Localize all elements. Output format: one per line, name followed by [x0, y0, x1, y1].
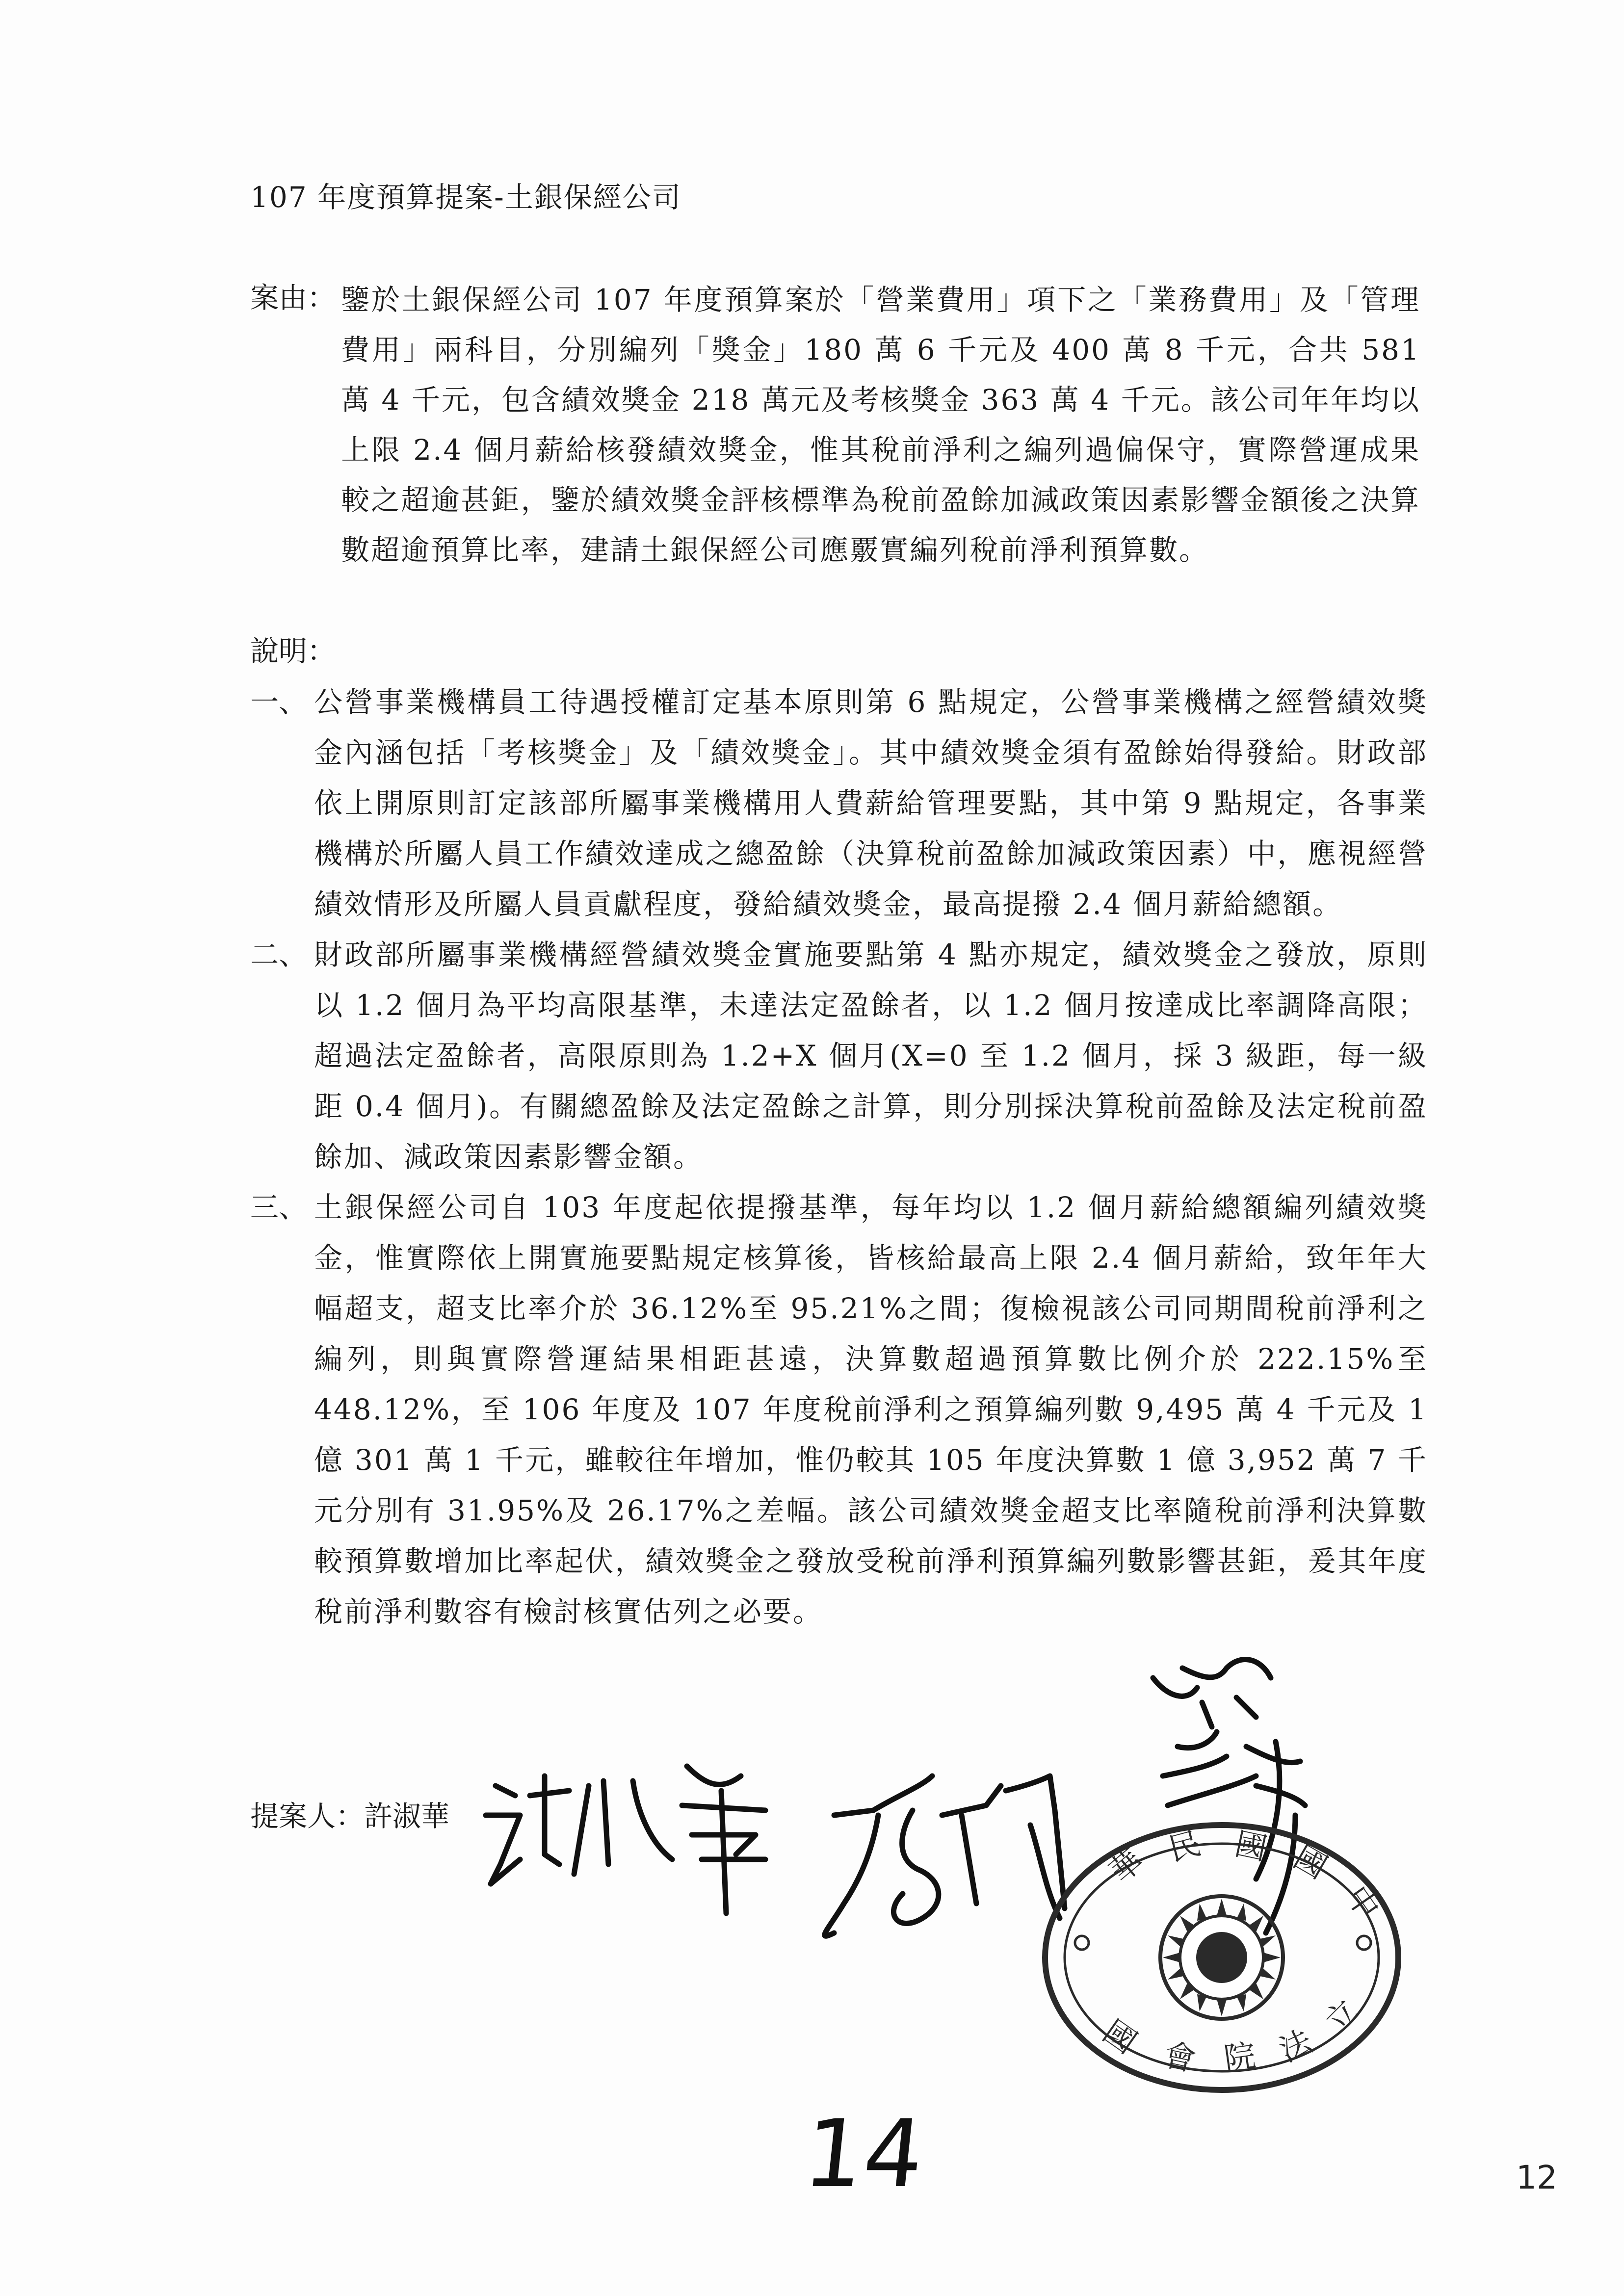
svg-text:國: 國: [1231, 1826, 1270, 1868]
item-text: 公營事業機構員工待遇授權訂定基本原則第 6 點規定，公營事業機構之經營績效獎金內涵包括「考核獎金」及「績效獎金」。其中績效獎金須有盈餘始得發給。財政部依上開原則訂定該部所屬事業機構用人費薪給管理要點，其中第 9 點規定，各事業機構於所屬人員工作績效達成之總盈餘（決算稅前盈餘加減政策因素）中，應視經營績效情形及所屬人員貢獻程度，發給績效獎金，最高提撥 2.4 個月薪給總額。: [314, 685, 1428, 921]
description-list: [250, 677, 1438, 1637]
svg-text:華: 華: [1103, 1842, 1151, 1890]
svg-text:會: 會: [1160, 2036, 1199, 2079]
item-text: 財政部所屬事業機構經營績效獎金實施要點第 4 點亦規定，績效獎金之發放，原則以 1.2 個月為平均高限基準，未達法定盈餘者，以 1.2 個月按達成比率調降高限；超過法定盈餘者，高限原則為 1.2+X 個月(X=0 至 1.2 個月，採 3 級距，每一級距 0.4 個月)。有關總盈餘及法定盈餘之計算，則分別採決算稅前盈餘及法定稅前盈餘加、減政策因素影響金額。: [314, 938, 1428, 1174]
item-text: 土銀保經公司自 103 年度起依提撥基準，每年均以 1.2 個月薪給總額編列績效獎金，惟實際依上開實施要點規定核算後，皆核給最高上限 2.4 個月薪給，致年年大幅超支，超支比率介於 36.12%至 95.21%之間；復檢視該公司同期間稅前淨利之編列，則與實際營運結果相距甚遠，決算數超過預算數比例介於 222.15%至 448.12%，至 106 年度及 107 年度稅前淨利之預算編列數 9,495 萬 4 千元及 1 億 301 萬 1 千元，雖較往年增加，惟仍較其 105 年度決算數 1 億 3,952 萬 7 千元分別有 31.95%及 26.17%之差幅。該公司績效獎金超支比率隨稅前淨利決算數較預算數增加比率起伏，績效獎金之發放受稅前淨利預算編列數影響甚鉅，爰其年度稅前淨利數容有檢討核實估列之必要。: [314, 1191, 1428, 1628]
description-item: [250, 1182, 1438, 1637]
proposer-line: 提案人：許淑華: [250, 1800, 450, 1833]
handwritten-number: 14: [799, 2100, 929, 2208]
case-text: 鑒於土銀保經公司 107 年度預算案於「營業費用」項下之「業務費用」及「管理費用」兩科目，分別編列「獎金」180 萬 6 千元及 400 萬 8 千元，合共 581 萬 4 千元，包含績效獎金 218 萬元及考核獎金 363 萬 4 千元。該公司年年均以上限 2.4 個月薪給核發績效獎金，惟其稅前淨利之編列過偏保守，實際營運成果較之超逾甚鉅，鑒於績效獎金評核標準為稅前盈餘加減政策因素影響金額後之決算數超逾預算比率，建請土銀保經公司應覈實編列稅前淨利預算數。: [341, 283, 1420, 567]
svg-text:國: 國: [1096, 2013, 1143, 2061]
svg-text:國: 國: [1287, 1839, 1333, 1886]
item-number: 三、: [250, 1191, 308, 1224]
description-item: [250, 677, 1438, 930]
signature-1: [486, 1766, 765, 1913]
description-item: [250, 930, 1438, 1182]
description-label: 說明：: [250, 634, 336, 668]
svg-text:中: 中: [1338, 1879, 1387, 1926]
case-label: 案由：: [250, 281, 336, 314]
document-title: 107 年度預算提案-土銀保經公司: [250, 181, 681, 214]
signature-2: [825, 1776, 1065, 1936]
svg-text:院: 院: [1222, 2037, 1258, 2078]
item-number: 二、: [250, 938, 308, 971]
page-number: 12: [1516, 2159, 1557, 2196]
svg-text:立: 立: [1318, 1992, 1366, 2040]
svg-text:民: 民: [1165, 1825, 1205, 1869]
signature-3: [1153, 1660, 1305, 1933]
item-number: 一、: [250, 685, 308, 719]
legislative-yuan-seal: [1045, 1825, 1398, 2090]
svg-text:法: 法: [1274, 2023, 1318, 2070]
